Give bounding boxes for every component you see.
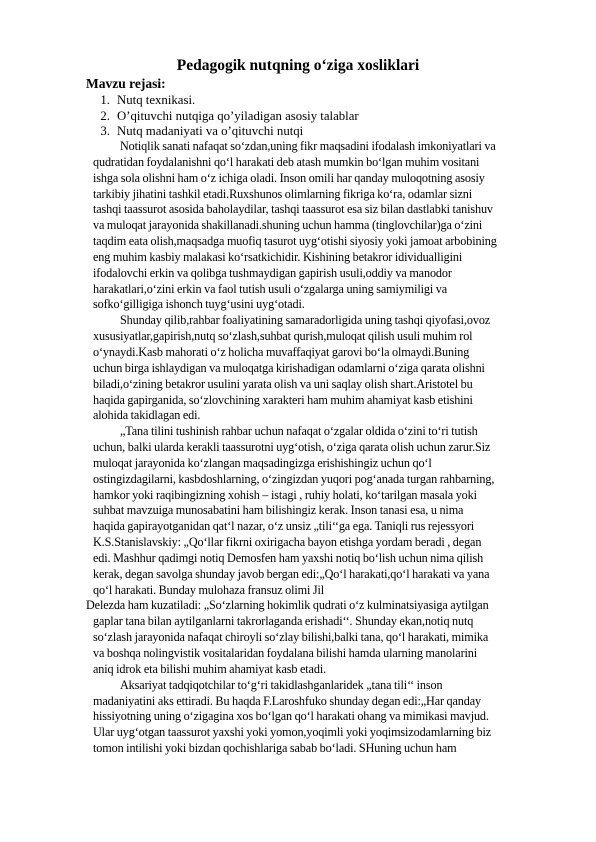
line-text: suhbat mavzuiga munosabatini ham bilishingiz kerak. Inson tanasi esa, u nima — [93, 503, 464, 518]
plan-item — [86, 109, 359, 125]
paragraph-line — [93, 725, 540, 741]
plan-heading: Mavzu rejasi: — [86, 76, 166, 91]
paragraph-line — [93, 408, 540, 424]
plan-item-text: Nutq madaniyati va o’qituvchi nutqi — [117, 124, 304, 139]
line-text: tomon intilishi yoki bizdan qochishlariga sabab bo‘ladi. SHuning uchun ham — [93, 741, 457, 756]
paragraph-line — [93, 456, 540, 472]
plan-item-text: O’qituvchi nutqiga qo’yiladigan asosiy talablar — [117, 108, 359, 123]
line-text: hissiyotning uning o‘zigagina xos bo‘lgan qo‘l harakati ohang va mimikasi mavjud. — [93, 709, 489, 724]
line-text: harakatlari,o‘zini erkin va faol tutish usuli o‘zgalarga uning samiymiligi va — [93, 281, 448, 296]
line-text: va boshqa nolingvistik vositalaridan foydalana bilishi hamda ularning manolarini — [93, 646, 478, 660]
paragraph-line — [93, 345, 540, 361]
paragraph-line — [93, 662, 540, 678]
paragraph — [86, 598, 540, 677]
paragraph-line — [93, 535, 540, 551]
paragraph-line — [93, 266, 540, 282]
paragraph-line — [93, 630, 540, 646]
paragraph — [93, 139, 540, 313]
paragraph-line — [93, 741, 540, 757]
paragraph-line — [93, 488, 540, 504]
paragraph-line — [93, 472, 540, 488]
line-text: va muloqat jarayonida shakillanadi.shuning uchun hamma (tinglovchilar)ga o‘zini — [93, 218, 483, 233]
paragraph-line — [93, 187, 540, 203]
line-text: haqida gapirganida, so‘zlovchining xarakteri ham muhim ahamiyat kasb etishini — [93, 392, 473, 407]
line-text: hamkor yoki raqibingizning xohish – istagi , ruhiy holati, ko‘tarilgan masala yoki — [93, 487, 477, 502]
line-text: Aksariyat tadqiqotchilar to‘g‘ri takidlashganlaridek „tana tili‘‘ inson — [120, 677, 443, 692]
line-text: K.S.Stanislavskiy: „Qo‘llar fikrni oxirigacha bayon etishga yordam beradi , degan — [93, 535, 482, 550]
plan-item-number: 1. — [100, 93, 110, 107]
paragraph — [93, 313, 540, 424]
line-text: ifodalovchi erkin va qolibga tushmaydigan gapirish usuli,oddiy va manodor — [93, 265, 452, 280]
line-text: edi. Mashhur qadimgi notiq Demosfen ham yaxshi notiq bo‘lish uchun nima qilish — [93, 550, 484, 565]
line-text: o‘ynaydi.Kasb mahorati o‘z holicha muvaffaqiyat garovi bo‘la olmaydi.Buning — [93, 344, 470, 359]
paragraph-line — [93, 329, 540, 345]
paragraph-line — [93, 218, 540, 234]
line-text: madaniyatini aks ettiradi. Bu haqda F.Laroshfuko shunday degan edi:„Har qanday — [93, 693, 482, 708]
paragraph-line — [93, 567, 540, 583]
paragraph-line — [93, 250, 540, 266]
plan-item — [86, 124, 359, 140]
line-text: Delezda ham kuzatiladi: „So‘zlarning hokimlik qudrati o‘z kulminatsiyasiga aytilgan — [86, 598, 489, 613]
plan-item-number: 3. — [100, 124, 110, 139]
paragraph-line — [93, 202, 540, 218]
paragraph-line — [93, 139, 540, 155]
paragraph-line — [93, 709, 540, 725]
line-text: muloqat jarayonida ko‘zlangan maqsadingizga erishishingiz uchun qo‘l — [93, 455, 432, 470]
paragraph-line — [93, 155, 540, 171]
line-text: Notiqlik sanati nafaqat so‘zdan,uning fikr maqsadini ifodalash imkoniyatlari va — [120, 139, 496, 153]
line-text: tashqi taassurot asosida baholaydilar, tashqi taassurot esa siz bilan dastlabki tanishuv — [93, 202, 493, 217]
line-text: haqida gapirayotganidan qat‘l nazar, o‘z unsiz „tili‘‘ga ega. Taniqli rus rejessyori — [93, 519, 475, 534]
line-text: „Tana tilini tushinish rahbar uchun nafaqat o‘zgalar oldida o‘zini to‘ri tutish — [120, 424, 478, 439]
paragraph — [93, 678, 540, 757]
body-text — [86, 139, 540, 757]
line-text: qo‘l harakati. Bunday mulohaza fransuz olimi Jil — [93, 582, 325, 597]
line-text: aniq idrok eta bilishi muhim ahamiyat kasb etadi. — [93, 661, 327, 676]
paragraph-line — [93, 377, 540, 393]
line-text: taqdim eata olish,maqsadga muofiq tasurot uyg‘otishi siyosiy yoki jamoat arbobining — [93, 234, 497, 249]
plan-item-number: 2. — [100, 108, 110, 123]
line-text: Shunday qilib,rahbar foaliyatining samaradorligida uning tashqi qiyofasi,ovoz — [120, 313, 491, 328]
plan-item-text: Nutq texnikasi. — [117, 93, 196, 107]
paragraph-line — [93, 646, 540, 662]
paragraph-line — [93, 282, 540, 298]
paragraph-line — [93, 551, 540, 567]
line-text: uchun birga ishlaydigan va muloqatga kirishadigan odamlarni o‘ziga qarata olishni — [93, 360, 485, 375]
paragraph-line — [93, 313, 540, 329]
paragraph-line — [93, 614, 540, 630]
line-text: qudratidan foydalanishni qo‘l harakati deb atash mumkin bo‘lgan muhim vositani — [93, 154, 480, 169]
paragraph-line — [93, 171, 540, 187]
document-title: Pedagogik nutqning o‘ziga xosliklari — [176, 57, 420, 74]
line-text: so‘zlash jarayonida nafaqat chiroyli so‘zlay bilishi,balki tana, qo‘l harakati, mimika — [93, 630, 489, 645]
paragraph-line — [86, 598, 540, 614]
paragraph-line — [93, 678, 540, 694]
paragraph-line — [93, 503, 540, 519]
line-text: tarkibiy jihatini tashkil etadi.Ruxshunos olimlarning fikriga ko‘ra, odamlar sizni — [93, 186, 473, 201]
line-text: kerak, degan savolga shunday javob bergan edi:„Qo‘l harakati,qo‘l harakati va yana — [93, 566, 490, 581]
line-text: eng muhim kasbiy malakasi ko‘rsatkichidir. Kishining betakror idividualligini — [93, 249, 463, 264]
paragraph-line — [93, 440, 540, 456]
paragraph-line — [93, 361, 540, 377]
line-text: biladi,o‘zining betakror usulini yarata olish va uni saqlay olish shart.Aristotel bu — [93, 376, 473, 391]
plan-list — [86, 93, 359, 140]
line-text: alohida takidlagan edi. — [93, 408, 201, 423]
plan-item — [86, 93, 359, 109]
line-text: ishga sola olishni ham o‘z ichiga oladi. Inson omili har qanday muloqotning asosiy — [93, 170, 485, 185]
paragraph-line — [93, 234, 540, 250]
line-text: gaplar tana bilan aytilganlarni takrorlaganda erishadi‘‘. Shunday ekan,notiq nutq — [93, 614, 474, 629]
paragraph-line — [93, 583, 540, 599]
line-text: sofko‘gilligiga ishonch tuyg‘usini uyg‘otadi. — [93, 297, 305, 312]
paragraph-line — [93, 424, 540, 440]
paragraph-line — [93, 694, 540, 710]
line-text: uchun, balki ularda kerakli taassurotni uyg‘otish, o‘ziga qarata olish uchun zarur.Siz — [93, 440, 491, 455]
line-text: Ular uyg‘otgan taassurot yaxshi yoki yomon,yoqimli yoki yoqimsizodamlarning biz — [93, 725, 492, 740]
paragraph-line — [93, 519, 540, 535]
paragraph-line — [93, 297, 540, 313]
paragraph-line — [93, 393, 540, 409]
line-text: ostingizdagilarni, kasbdoshlarning, o‘zingizdan yuqori pog‘anada turgan rahbarning, — [93, 471, 495, 486]
paragraph — [93, 424, 540, 598]
line-text: xususiyatlar,gapirish,nutq so‘zlash,suhbat qurish,muloqat qilish usuli muhim rol — [93, 329, 473, 344]
